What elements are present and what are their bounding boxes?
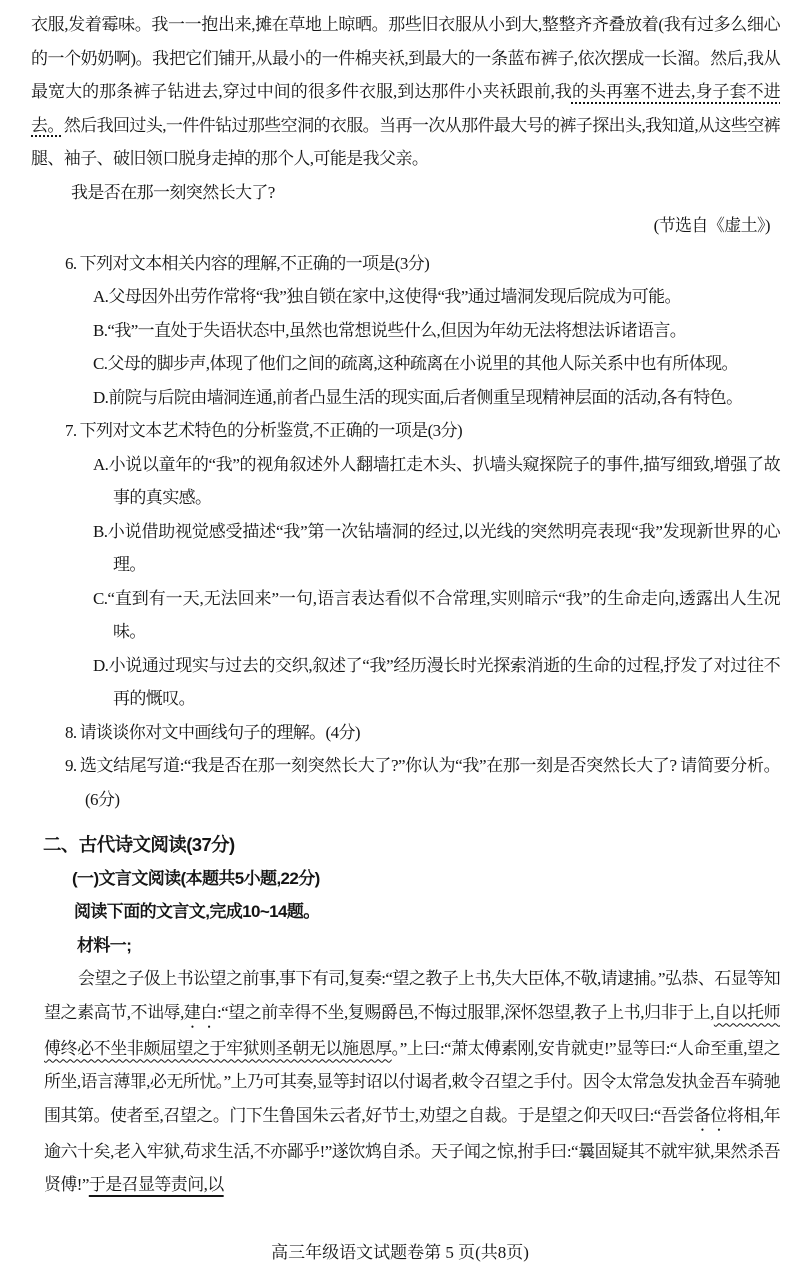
question-8 [65,716,780,750]
question-number: 7. [65,421,77,440]
question-stem-text: 选文结尾写道:“我是否在那一刻突然长大了?”你认为“我”在那一刻是否突然长大了? 请简要分析。(6分) [79,756,780,809]
text-segment: :“望之前幸得不坐,复赐爵邑,不悔过服罪,深怀怨望,教子上书,归非于上, [216,1002,714,1022]
modern-paragraph-continuation [31,8,780,176]
text-segment: 衣服,发着霉味。我一一抱出来,摊在草地上晾晒。那些旧衣服从小到大,整整齐齐叠放着(我有过多么细心的一个奶奶啊)。我把它们铺开,从最小的一件棉夹袄,到最大的一条蓝布裤子,依次摆成一长溜。然后,我从最宽大的那条裤子钻进去,穿过中间的很多件衣服,到达那件小夹袄跟前,我 [31,15,780,101]
questions-section [31,247,780,817]
option-text: 父母的脚步声,体现了他们之间的疏离,这种疏离在小说里的其他人际关系中也有所体现。 [107,354,738,373]
option-text: 小说借助视觉感受描述“我”第一次钻墙洞的经过,以光线的突然明亮表现“我”发现新世界的心理。 [107,521,780,574]
page-footer: 高三年级语文试题卷第 5 页(共8页) [271,1243,529,1262]
reading-instruction: 阅读下面的文言文,完成10~14题。 [74,902,320,921]
option-text: “直到有一天,无法回来”一句,语言表达看似不合常理,实则暗示“我”的生命走向,透露出人生况味。 [107,588,780,641]
text-segment: 会望之子伋上书讼望之前事,事下有司,复奏:“望之教子上书,失大臣体,不敬,请逮捕。”弘恭、石显等知望之素高节,不诎辱, [44,969,780,1022]
question-number: 6. [65,253,77,273]
option-text: 父母因外出劳作常将“我”独自锁在家中,这使得“我”通过墙洞发现后院成为可能。 [108,287,681,306]
question-6-option-a [93,280,780,314]
section-two-heading: 二、古代诗文阅读(37分) [43,834,235,855]
question-6-stem [65,247,780,281]
option-text: 前院与后院由墙洞连通,前者凸显生活的现实面,后者侧重呈现精神层面的活动,各有特色。 [108,387,743,407]
question-6-option-b [93,314,780,348]
option-label: B. [93,320,108,340]
question-6-option-d [93,381,780,415]
modern-reading-section [31,8,780,243]
dots-marked-text: 建白 [183,1002,217,1022]
option-label: D. [93,387,109,407]
text-segment: 。”上曰:“萧太傅素刚,安肯就吏!”显等曰:“人命至重,望之所坐,语言薄罪,必无所忧。”上乃可其奏,显等封诏以付谒者,敕令召望之手付。因令太常急发执金吾车骑驰围其第。使者至,召望之。门下生鲁国朱云者,好节士,劝望之自裁。于是望之仰天叹曰:“吾尝 [44,1038,780,1125]
section-two-classical-reading [31,828,780,1202]
question-9 [65,749,780,816]
option-label: A. [93,287,109,306]
classical-passage [44,962,780,1202]
option-text: 小说以童年的“我”的视角叙述外人翻墙扛走木头、扒墙头窥探院子的事件,描写细致,增强了故事的真实感。 [108,454,780,507]
option-label: C. [93,354,108,373]
option-label: C. [93,588,108,608]
dots-marked-text: 备位 [693,1105,727,1125]
question-stem-text: 下列对文本艺术特色的分析鉴赏,不正确的一项是(3分) [79,421,463,440]
passage-attribution: (节选自《虚土》) [653,216,770,235]
question-stem-text: 下列对文本相关内容的理解,不正确的一项是(3分) [79,253,430,273]
question-6-option-c [93,347,780,381]
option-text: 小说通过现实与过去的交织,叙述了“我”经历漫长时光探索消逝的生命的过程,抒发了对过往不再的慨叹。 [108,655,780,708]
dash-marked-text: 的头再塞不进去,身子套不进去。 [31,82,781,135]
question-stem-text: 请谈谈你对文中画线句子的理解。(4分) [79,722,360,742]
question-6 [31,247,780,415]
question-number: 8. [65,722,77,742]
modern-paragraph-closing-question: 我是否在那一刻突然长大了? [71,182,275,202]
option-label: A. [93,454,109,474]
option-label: B. [93,521,108,541]
question-number: 9. [65,756,77,775]
material-one-label: 材料一; [77,935,132,955]
text-segment: 将相,年逾六十矣,老入牢狱,苟求生活,不亦鄙乎!”遂饮鸩自杀。天子闻之惊,拊手曰:“曩固疑其不就牢狱,果然杀吾贤傅!” [44,1105,781,1194]
text-segment: 然后我回过头,一件件钻过那些空洞的衣服。当再一次从那件最大号的裤子探出头,我知道,从这些空裤腿、袖子、破旧领口脱身走掉的那个人,可能是我父亲。 [31,115,780,168]
question-7-option-d [93,649,780,716]
option-text: “我”一直处于失语状态中,虽然也常想说些什么,但因为年幼无法将想法诉诸语言。 [107,320,687,340]
option-label: D. [93,655,109,675]
question-7-stem [65,414,780,448]
question-7-option-a [93,448,780,515]
wavy-marked-text: 自以托师傅终必不坐非颇屈望之于牢狱则圣朝无以施恩厚 [44,1002,780,1058]
subsection-heading: (一)文言文阅读(本题共5小题,22分) [72,868,320,888]
question-7-option-c [93,582,780,649]
question-7-option-b [93,515,780,582]
question-7 [31,414,780,716]
line-marked-text: 于是召显等责问,以 [88,1175,224,1194]
